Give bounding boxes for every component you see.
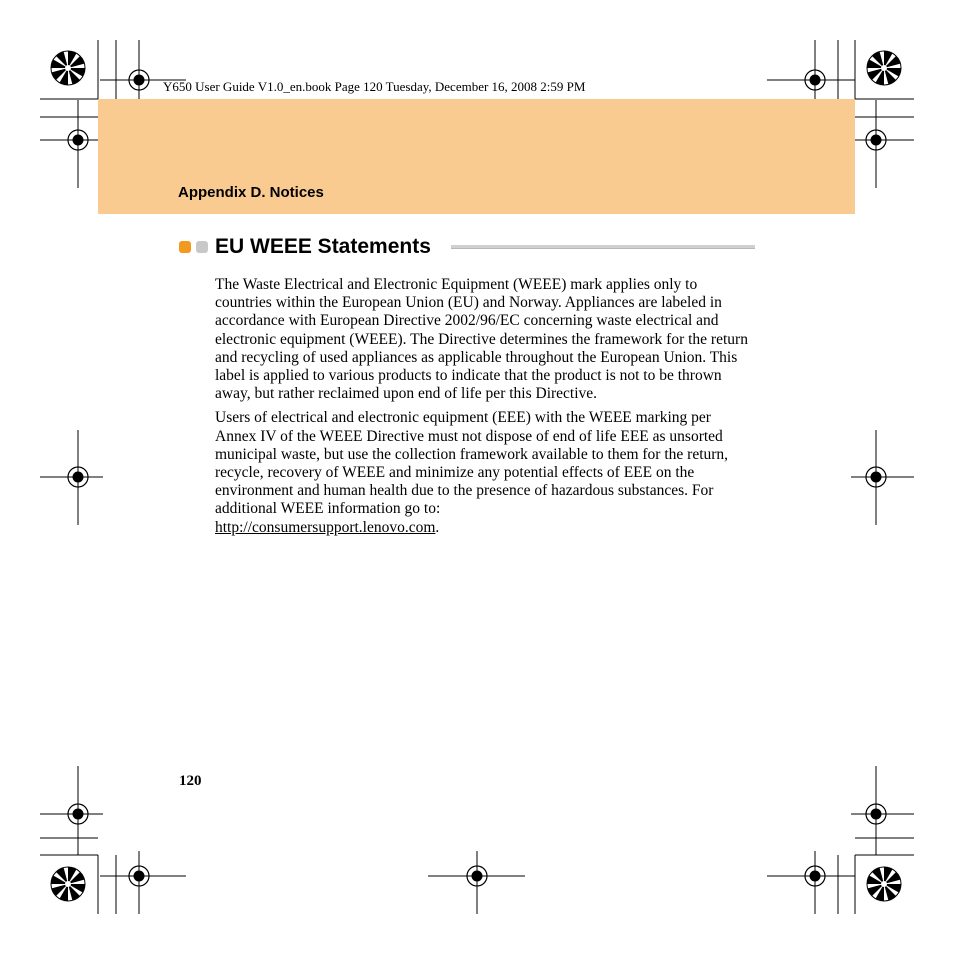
paragraph-weee-users-text: Users of electrical and electronic equipment (EEE) with the WEEE marking per Annex IV of the WEEE Directive must not dispose of end of life EEE as unsorted municipal waste, but use the collection framework available to them for the return, recycle, recovery of WEEE and minimize any potential effects of EEE on the environment and human health due to the presence of hazardous substances. For additional WEEE information go to: xyxy=(215,409,729,518)
trailing-period: . xyxy=(435,518,440,536)
color-wheel-icon xyxy=(51,867,85,901)
body-text xyxy=(215,276,755,537)
color-wheel-icon xyxy=(51,51,85,85)
grey-bullet-icon xyxy=(196,241,208,253)
chapter-title: Appendix D. Notices xyxy=(178,184,324,201)
color-wheel-icon xyxy=(867,867,901,901)
section-heading xyxy=(179,234,755,260)
section-rule xyxy=(451,245,755,249)
section-title: EU WEEE Statements xyxy=(215,235,431,258)
page-number: 120 xyxy=(179,773,202,789)
paragraph-weee-users xyxy=(215,409,755,536)
print-slug: Y650 User Guide V1.0_en.book Page 120 Tuesday, December 16, 2008 2:59 PM xyxy=(163,79,586,94)
chapter-header-band xyxy=(98,99,855,214)
paragraph-weee-mark: The Waste Electrical and Electronic Equipment (WEEE) mark applies only to countries within the European Union (EU) and Norway. Appliances are labeled in accordance with European Directive 2002/96/EC concerning waste electrical and electronic equipment (WEEE). The Directive determines the framework for the return and recycling of used appliances as applicable throughout the European Union. This label is applied to various products to indicate that the product is not to be thrown away, but rather reclaimed upon end of life per this Directive. xyxy=(215,276,748,403)
color-wheel-icon xyxy=(867,51,901,85)
lenovo-support-link[interactable]: http://consumersupport.lenovo.com xyxy=(215,518,436,536)
orange-bullet-icon xyxy=(179,241,191,253)
